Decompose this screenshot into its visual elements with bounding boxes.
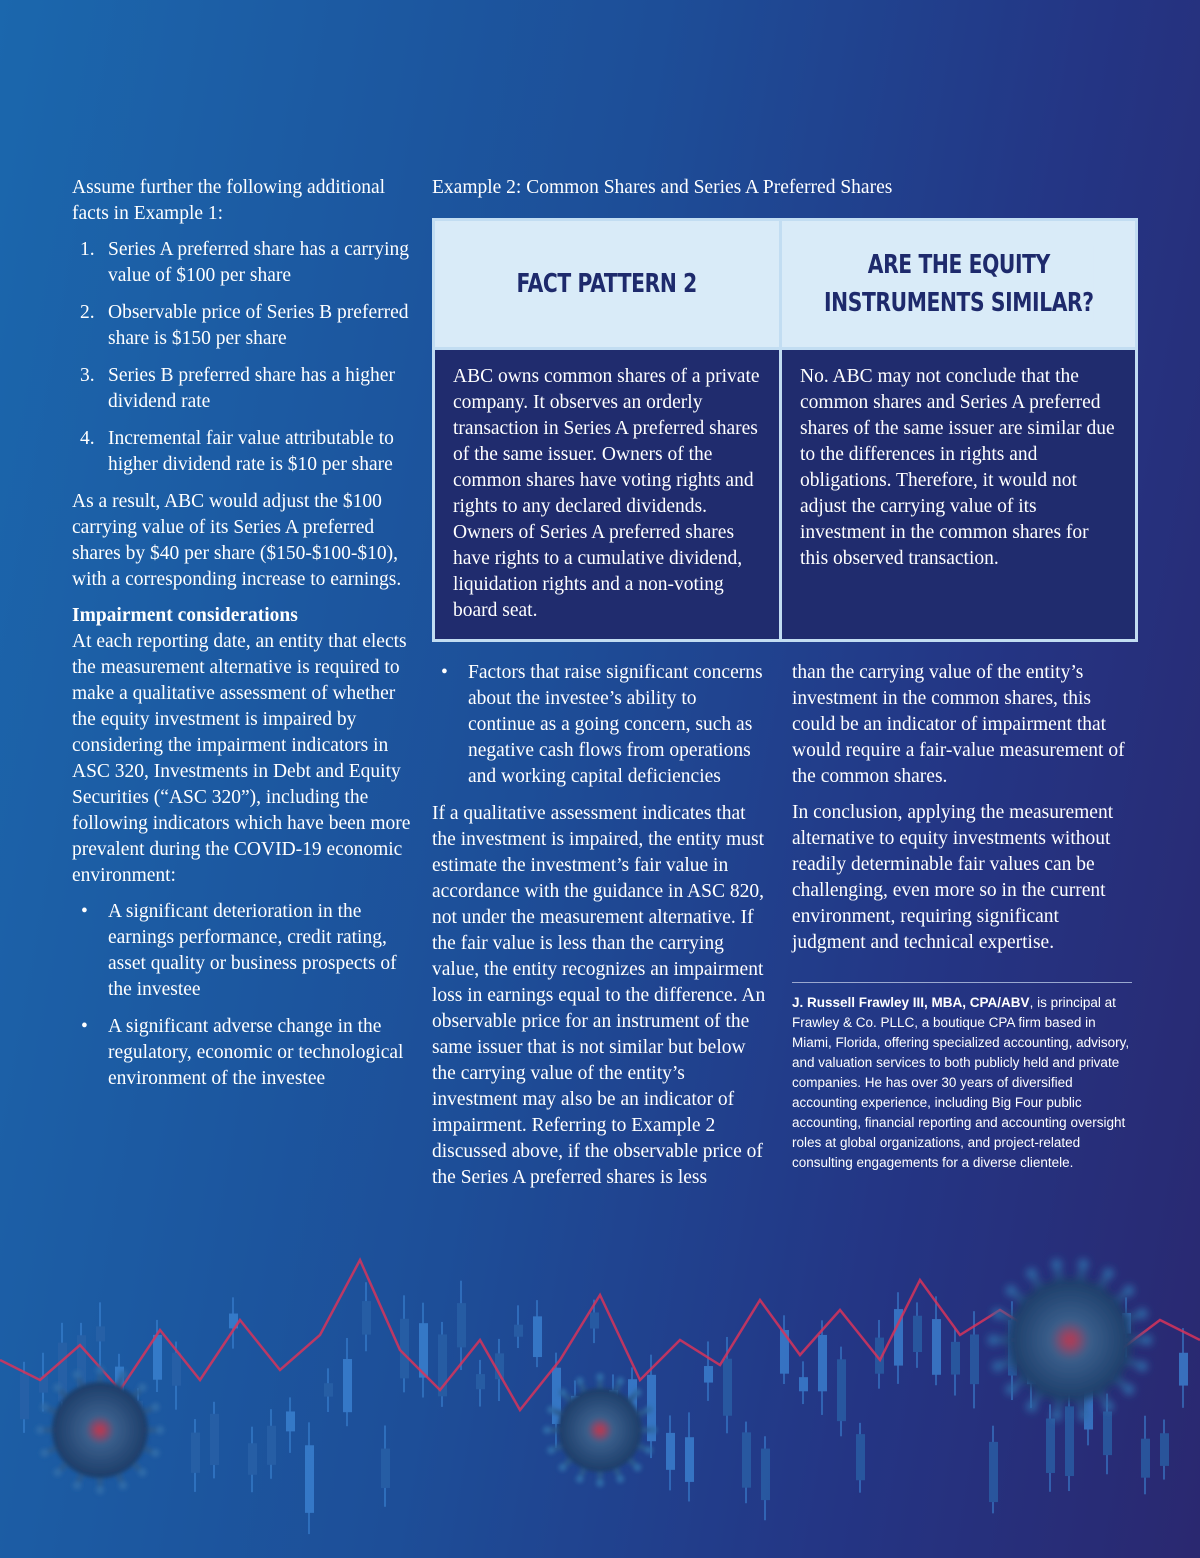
candle — [1160, 1433, 1169, 1466]
list-item: 4. Incremental fair value attributable to higher dividend rate is $10 per share — [80, 428, 394, 475]
candle — [362, 1301, 371, 1335]
virus-spike-tip — [138, 1383, 146, 1391]
column-3 — [792, 660, 1132, 1183]
virus-spike-tip — [119, 1481, 127, 1489]
example-title: Example 2: Common Shares and Series A Preferred Shares — [432, 177, 893, 198]
candle — [666, 1433, 675, 1470]
facts-list — [72, 237, 412, 478]
virus-spike-tip — [992, 1361, 1003, 1372]
candle — [1103, 1411, 1112, 1455]
candle — [153, 1335, 162, 1380]
virus-spike-tip — [596, 1479, 604, 1487]
author-name: J. Russell Frawley III, MBA, CPA/ABV — [792, 995, 1030, 1010]
virus-spike-tip — [53, 1468, 61, 1476]
virus-spike-tip — [1103, 1401, 1114, 1412]
virus-spike-tip — [40, 1403, 48, 1411]
bullet-icon: • — [81, 901, 88, 922]
list-item: • A significant adverse change in the regulatory, economic or technological environment of the investee — [81, 1016, 404, 1089]
bullet-icon: • — [441, 662, 448, 683]
virus-spike-tip — [988, 1335, 999, 1346]
table-cell-fact: ABC owns common shares of a private company. It observes an orderly transaction in Series A preferred shares of the same issuer. Owners of the common shares have voting rights and rights to any declared dividends. Owners of Series A preferred shares have rights to a cumulative dividend, liquidation rights and a non-voting board seat. — [435, 347, 782, 639]
virus-spike-tip — [36, 1426, 44, 1434]
virus-spike-tip — [645, 1446, 653, 1454]
virus-and-stock-chart-illustration — [0, 1240, 1200, 1558]
candle — [590, 1312, 599, 1328]
candle — [381, 1449, 390, 1488]
candle — [191, 1433, 200, 1473]
virus-spike-tip — [1006, 1384, 1017, 1395]
candle — [1065, 1406, 1074, 1476]
candle — [172, 1353, 181, 1386]
candle — [533, 1316, 542, 1357]
continuation-paragraph: than the carrying value of the entity’s investment in the common shares, this could be an indicator of impairment that would require a fair-value measurement of the common shares. — [792, 662, 1125, 787]
list-item: • Factors that raise significant concerns about the investee’s ability to continue as a going concern, such as negative cash flows from operations and working capital deficiencies — [441, 662, 763, 787]
virus-spike-tip — [1137, 1361, 1148, 1372]
virus-spike-tip — [96, 1486, 104, 1494]
virus-spike-tip — [576, 1377, 584, 1385]
candle — [286, 1411, 295, 1431]
candle — [704, 1366, 713, 1383]
virus-spike-tip — [596, 1373, 604, 1381]
candle — [343, 1359, 352, 1412]
candle — [210, 1414, 219, 1465]
impairment-assessment-paragraph: If a qualitative assessment indicates that the investment is impaired, the entity must estimate the investment’s fair value in accordance with the guidance in ASC 820, not under the measurement alternative. If the fair value is less than the carrying value, the entity recognizes an impairment loss in earnings equal to the difference. An observable price for an instrument of the same issuer that is not similar but below the carrying value of the entity’s investment may also be an indicator of impairment. Referring to Example 2 discussed above, if the observable price of the Series A preferred shares is less — [432, 803, 766, 1188]
virus-spike-tip — [634, 1464, 642, 1472]
virus-spike-tip — [1051, 1259, 1062, 1270]
virus-spike-tip — [119, 1370, 127, 1378]
virus-icon — [543, 1373, 657, 1487]
list-item: 3. Series B preferred share has a higher dividend rate — [80, 365, 395, 412]
candle — [305, 1445, 314, 1513]
column-2 — [432, 660, 767, 1201]
virus-spike-tip — [151, 1449, 159, 1457]
conclusion-paragraph: In conclusion, applying the measurement alternative to equity investments without readily determinable fair values can be challenging, even more so in the current environment, requiring significant judgment and technical expertise. — [792, 802, 1114, 953]
virus-spike-tip — [40, 1449, 48, 1457]
candle — [761, 1449, 770, 1501]
virus-spike-tip — [634, 1389, 642, 1397]
virus-spike-tip — [1051, 1411, 1062, 1422]
candle — [856, 1434, 865, 1480]
virus-spike-tip — [1137, 1308, 1148, 1319]
candle — [723, 1359, 732, 1416]
virus-icon — [36, 1366, 164, 1494]
virus-spike-tip — [138, 1468, 146, 1476]
candle — [20, 1374, 29, 1420]
virus-spike-tip — [1124, 1285, 1135, 1296]
candle — [476, 1374, 485, 1389]
candle — [267, 1426, 276, 1465]
divider — [792, 982, 1132, 983]
intro-paragraph: Assume further the following additional facts in Example 1: — [72, 177, 386, 224]
virus-spike-tip — [73, 1370, 81, 1378]
candle — [818, 1335, 827, 1391]
list-item: 1. Series A preferred share has a carrying value of $100 per share — [80, 239, 410, 286]
indicator-list-continued — [432, 660, 767, 790]
list-item: • A significant deterioration in the earnings performance, credit rating, asset quality or business prospects of the investee — [81, 901, 397, 1000]
candle — [932, 1319, 941, 1375]
virus-spike-tip — [1078, 1259, 1089, 1270]
candle — [1141, 1439, 1150, 1478]
column-1 — [72, 175, 412, 1103]
candle — [685, 1437, 694, 1482]
virus-spike-tip — [645, 1406, 653, 1414]
virus-spike-tip — [53, 1383, 61, 1391]
indicator-list — [72, 899, 412, 1092]
virus-spike-tip — [616, 1377, 624, 1385]
candle — [324, 1383, 333, 1396]
result-paragraph: As a result, ABC would adjust the $100 carrying value of its Series A preferred shares by $40 per share ($150-$100-$10), with a corresponding increase to earnings. — [72, 491, 402, 590]
candle — [457, 1303, 466, 1347]
candle — [1179, 1353, 1188, 1386]
candle — [951, 1342, 960, 1375]
candle — [799, 1377, 808, 1391]
candle — [989, 1442, 998, 1502]
virus-spike-tip — [1006, 1285, 1017, 1296]
table-header-left: FACT PATTERN 2 — [435, 221, 782, 347]
virus-spike-tip — [1026, 1401, 1037, 1412]
virus-spike-tip — [151, 1403, 159, 1411]
virus-spike-tip — [73, 1481, 81, 1489]
virus-spike-tip — [547, 1406, 555, 1414]
candle — [400, 1319, 409, 1379]
virus-spike-tip — [1142, 1335, 1153, 1346]
candle — [514, 1325, 523, 1337]
candle — [913, 1316, 922, 1352]
virus-spike-tip — [1103, 1268, 1114, 1279]
virus-spike-tip — [543, 1426, 551, 1434]
bullet-icon: • — [81, 1016, 88, 1037]
virus-spike-tip — [156, 1426, 164, 1434]
virus-spike-tip — [1124, 1384, 1135, 1395]
virus-spike-tip — [616, 1475, 624, 1483]
virus-spike-tip — [559, 1389, 567, 1397]
table-header-right: ARE THE EQUITY INSTRUMENTS SIMILAR? — [782, 221, 1135, 347]
fact-pattern-table — [432, 218, 1138, 642]
candle — [970, 1334, 979, 1384]
candle — [742, 1432, 751, 1487]
virus-spike-tip — [1078, 1411, 1089, 1422]
table-cell-answer: No. ABC may not conclude that the common shares and Series A preferred shares of the same issuer are similar due to the differences in rights and obligations. Therefore, it would not adjust the carrying value of its investment in the common shares for this observed transaction. — [782, 347, 1135, 639]
list-item: 2. Observable price of Series B preferred share is $150 per share — [80, 302, 409, 349]
virus-spike-tip — [649, 1426, 657, 1434]
author-bio: J. Russell Frawley III, MBA, CPA/ABV, is principal at Frawley & Co. PLLC, a boutique CPA firm based in Miami, Florida, offering specialized accounting, advisory, and valuation services to both publicly held and private companies. He has over 30 years of diversified accounting experience, including Big Four public accounting, financial reporting and accounting oversight roles at global organizations, and project-related consulting engagements for a diverse clientele. — [792, 995, 1130, 1170]
candle — [1046, 1419, 1055, 1473]
candle — [837, 1359, 846, 1421]
virus-spike-tip — [547, 1446, 555, 1454]
impairment-heading: Impairment considerations — [72, 605, 298, 626]
virus-spike-tip — [559, 1464, 567, 1472]
virus-spike-tip — [1026, 1268, 1037, 1279]
candle — [248, 1443, 257, 1474]
virus-spike-tip — [992, 1308, 1003, 1319]
impairment-paragraph: At each reporting date, an entity that elects the measurement alternative is required to make a qualitative assessment of whether the equity investment is impaired by considering the impairment indicators in ASC 320, Investments in Debt and Equity Securities (“ASC 320”), including the following indicators which have been more prevalent during the COVID-19 economic environment: — [72, 631, 411, 886]
virus-spike-tip — [96, 1366, 104, 1374]
candle — [96, 1326, 105, 1341]
virus-spike-tip — [576, 1475, 584, 1483]
